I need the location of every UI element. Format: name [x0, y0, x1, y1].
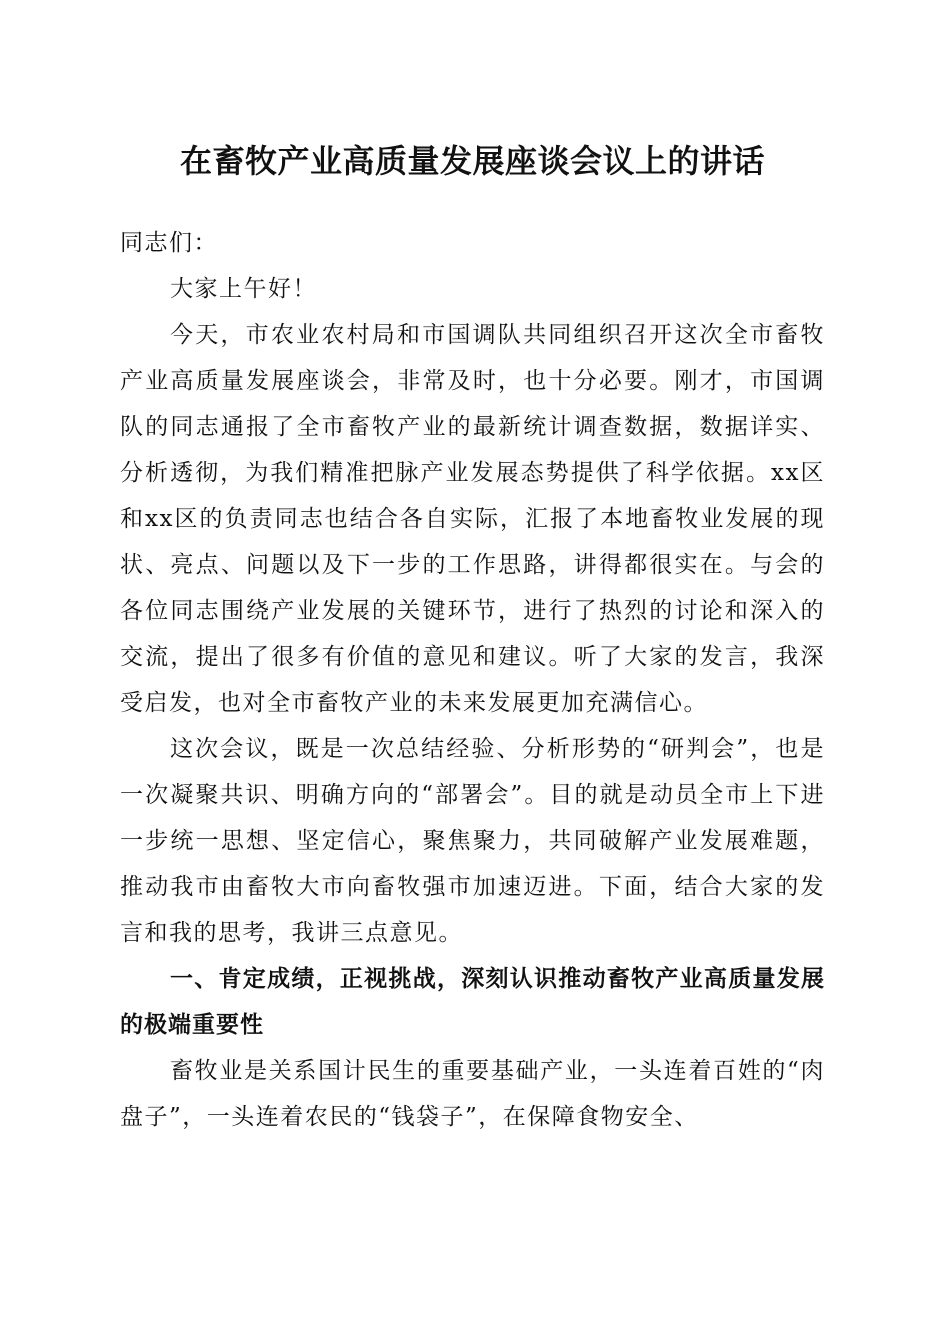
section-paragraph: 畜牧业是关系国计民生的重要基础产业，一头连着百姓的“肉盘子”，一头连着农民的“钱袋子”，在保障食物安全、 — [120, 1058, 825, 1130]
body-paragraph: 这次会议，既是一次总结经验、分析形势的“研判会”，也是一次凝聚共识、明确方向的“部署会”。目的就是动员全市上下进一步统一思想、坚定信心，聚焦聚力，共同破解产业发展难题，推动我市由畜牧大市向畜牧强市加速迈进。下面，结合大家的发言和我的思考，我讲三点意见。 — [120, 736, 825, 946]
salutation: 同志们： — [120, 230, 218, 256]
body-paragraph: 今天，市农业农村局和市国调队共同组织召开这次全市畜牧产业高质量发展座谈会，非常及时，也十分必要。刚才，市国调队的同志通报了全市畜牧产业的最新统计调查数据，数据详实、分析透彻，为我们精准把脉产业发展态势提供了科学依据。xx区和xx区的负责同志也结合各自实际，汇报了本地畜牧业发展的现状、亮点、问题以及下一步的工作思路，讲得都很实在。与会的各位同志围绕产业发展的关键环节，进行了热烈的讨论和深入的交流，提出了很多有价值的意见和建议。听了大家的发言，我深受启发，也对全市畜牧产业的未来发展更加充满信心。 — [120, 322, 825, 716]
document-title: 在畜牧产业高质量发展座谈会议上的讲话 — [179, 142, 765, 180]
document-page — [120, 132, 825, 1140]
greeting: 大家上午好！ — [170, 276, 317, 302]
section-heading: 一、肯定成绩，正视挑战，深刻认识推动畜牧产业高质量发展的极端重要性 — [120, 966, 825, 1038]
